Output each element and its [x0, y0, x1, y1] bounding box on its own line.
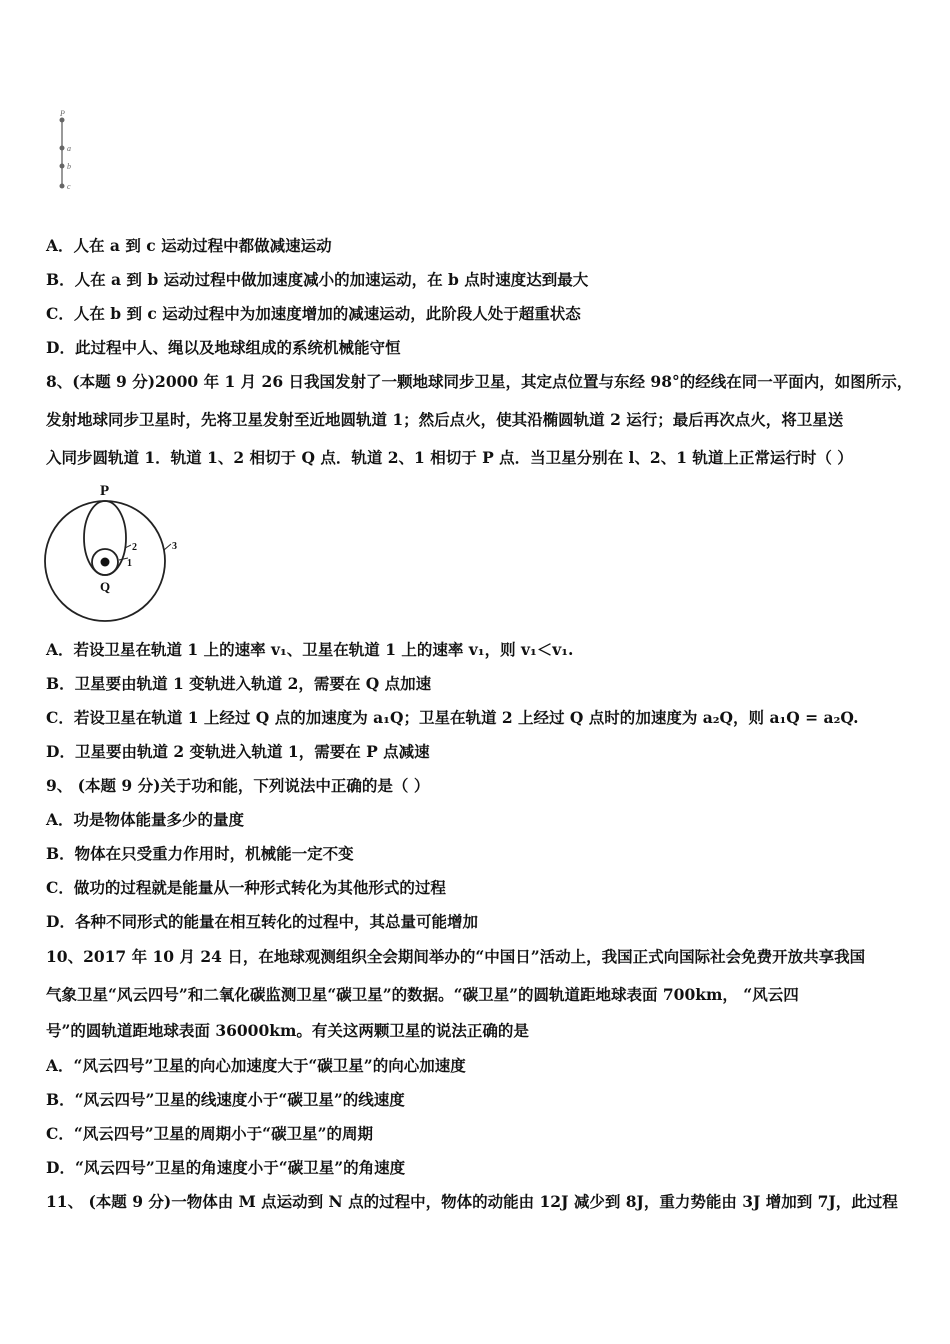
label-q: Q [100, 579, 111, 594]
orbit-3-leader [164, 544, 171, 550]
q8-stem-line-1: 8、(本题 9 分)2000 年 1 月 26 日我国发射了一颗地球同步卫星，其定点位置与东经 98°的经线在同一平面内，如图所示， [46, 372, 913, 391]
label-p: P [100, 483, 110, 499]
q9-option-a: A．功是物体能量多少的量度 [46, 810, 245, 829]
label-c: c [67, 182, 71, 191]
q10-option-c: C．“风云四号”卫星的周期小于“碳卫星”的周期 [46, 1124, 373, 1143]
point-b [60, 164, 65, 169]
q8-option-d: D．卫星要由轨道 2 变轨进入轨道 1，需要在 P 点减速 [46, 742, 430, 761]
label-p: P [60, 109, 65, 118]
q8-stem-line-3: 入同步圆轨道 1．轨道 1、2 相切于 Q 点．轨道 2、1 相切于 P 点．当卫星分别在 l、2、1 轨道上正常运行时（ ） [46, 448, 853, 467]
label-orbit-3: 3 [172, 541, 177, 552]
q9-stem: 9、 (本题 9 分)关于功和能，下列说法中正确的是（ ） [46, 776, 430, 795]
q9-option-b: B．物体在只受重力作用时，机械能一定不变 [46, 844, 354, 863]
orbit-figure [40, 478, 190, 628]
q7-option-c: C．人在 b 到 c 运动过程中为加速度增加的减速运动，此阶段人处于超重状态 [46, 304, 581, 323]
point-p [60, 118, 65, 123]
q7-option-b: B．人在 a 到 b 运动过程中做加速度减小的加速运动，在 b 点时速度达到最大 [46, 270, 589, 289]
point-c [60, 184, 65, 189]
q7-option-a: A．人在 a 到 c 运动过程中都做减速运动 [46, 236, 332, 255]
label-a: a [67, 144, 71, 153]
q8-option-b: B．卫星要由轨道 1 变轨进入轨道 2，需要在 Q 点加速 [46, 674, 432, 693]
q7-option-d: D．此过程中人、绳以及地球组成的系统机械能守恒 [46, 338, 401, 357]
q11-stem: 11、 (本题 9 分)一物体由 M 点运动到 N 点的过程中，物体的动能由 12J 减少到 8J，重力势能由 3J 增加到 7J，此过程 [46, 1192, 898, 1211]
label-orbit-2: 2 [132, 542, 137, 553]
q10-option-b: B．“风云四号”卫星的线速度小于“碳卫星”的线速度 [46, 1090, 405, 1109]
q10-stem-line-1: 10、2017 年 10 月 24 日，在地球观测组织全会期间举办的“中国日”活动上，我国正式向国际社会免费开放共享我国 [46, 947, 866, 966]
label-b: b [67, 162, 71, 171]
earth-icon [101, 558, 110, 567]
q10-option-d: D．“风云四号”卫星的角速度小于“碳卫星”的角速度 [46, 1158, 406, 1177]
bungee-figure [52, 104, 92, 196]
q10-stem-line-2: 气象卫星“风云四号”和二氧化碳监测卫星“碳卫星”的数据。“碳卫星”的圆轨道距地球表面 700km， “风云四 [46, 985, 799, 1004]
label-orbit-1: 1 [127, 558, 132, 569]
q10-stem-line-3: 号”的圆轨道距地球表面 36000km。有关这两颗卫星的说法正确的是 [46, 1021, 529, 1040]
q9-option-d: D．各种不同形式的能量在相互转化的过程中，其总量可能增加 [46, 912, 478, 931]
q10-option-a: A．“风云四号”卫星的向心加速度大于“碳卫星”的向心加速度 [46, 1056, 466, 1075]
q8-option-c: C．若设卫星在轨道 1 上经过 Q 点的加速度为 a₁Q；卫星在轨道 2 上经过 Q 点时的加速度为 a₂Q，则 a₁Q = a₂Q. [46, 708, 859, 727]
q8-option-a: A．若设卫星在轨道 1 上的速率 v₁、卫星在轨道 1 上的速率 v₁，则 v₁＜v₁. [46, 640, 574, 659]
q9-option-c: C．做功的过程就是能量从一种形式转化为其他形式的过程 [46, 878, 446, 897]
point-a [60, 146, 65, 151]
q8-stem-line-2: 发射地球同步卫星时，先将卫星发射至近地圆轨道 1；然后点火，使其沿椭圆轨道 2 运行；最后再次点火，将卫星送 [46, 410, 844, 429]
